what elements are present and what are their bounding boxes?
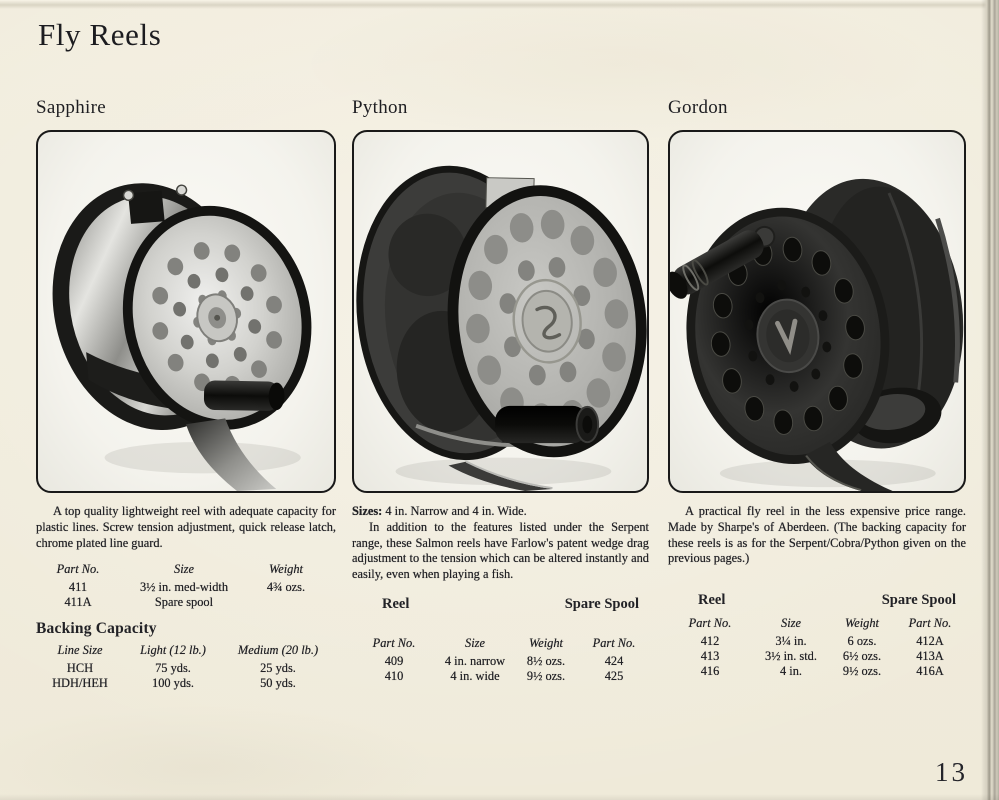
spec-cell: 409 <box>384 653 404 668</box>
col-header: Weight <box>845 616 879 630</box>
python-spec-table <box>352 636 650 684</box>
python-reel-photo <box>354 132 647 491</box>
col-header: Part No. <box>592 635 636 650</box>
spec-cell: 411 <box>68 580 88 595</box>
spec-cell: 412A <box>916 633 944 648</box>
col-header: Weight <box>269 562 303 577</box>
gordon-spec-table <box>668 616 966 679</box>
spec-cell: 416 <box>700 663 720 678</box>
page-number: 13 <box>935 757 968 787</box>
reel-group-header: Reel <box>382 595 410 612</box>
col-header: Light (12 lb.) <box>140 642 206 657</box>
gordon-description: A practical fly reel in the less expensive price range. Made by Sharpe's of Aberdeen. (The backing capacity for these reels is as for the Serpent/Cobra/Python given on the previous pages.) <box>668 504 966 566</box>
spec-cell: 4 in. wide <box>450 668 500 683</box>
spec-row <box>668 649 966 664</box>
sizes-label: Sizes: <box>352 504 383 518</box>
spare-spool-group-header: Spare Spool <box>881 592 956 608</box>
spec-cell: 50 yds. <box>260 675 296 690</box>
spec-cell: 412 <box>700 633 720 648</box>
python-details <box>352 504 649 683</box>
spec-cell: 410 <box>384 668 404 683</box>
spec-header-row <box>352 636 650 654</box>
python-section <box>352 97 649 683</box>
spec-cell: 75 yds. <box>155 660 191 675</box>
backing-row <box>36 661 334 676</box>
page-title: Fly Reels <box>38 17 162 52</box>
backing-row <box>36 676 334 691</box>
col-header: Size <box>465 635 485 650</box>
col-header: Line Size <box>57 642 103 657</box>
photo-frame-gordon <box>668 130 966 493</box>
col-header: Size <box>174 562 194 577</box>
gordon-group-headers <box>668 592 966 609</box>
spec-cell: HCH <box>66 660 94 675</box>
spec-cell <box>250 595 322 610</box>
sizes-value: 4 in. Narrow and 4 in. Wide. <box>385 504 527 518</box>
spec-cell: 416A <box>916 663 944 678</box>
spec-cell: 411A <box>64 595 92 609</box>
sapphire-section <box>36 97 336 690</box>
col-header: Part No. <box>56 562 100 577</box>
spec-cell: HDH/HEH <box>52 675 108 690</box>
photo-frame-python <box>352 130 649 493</box>
python-group-headers <box>352 596 649 613</box>
spec-cell: 413 <box>700 648 720 663</box>
sapphire-description: A top quality lightweight reel with adequate capacity for plastic lines. Screw tension adjustment, quick release latch, chrome plated line guard. <box>36 504 336 550</box>
spec-cell: 100 yds. <box>152 675 194 690</box>
spec-cell: 8½ ozs. <box>526 653 566 668</box>
gordon-details <box>668 504 966 679</box>
backing-header-row <box>36 643 334 661</box>
backing-capacity-heading: Backing Capacity <box>36 619 157 637</box>
spec-cell: 425 <box>604 668 624 683</box>
reel-group-header: Reel <box>698 592 726 608</box>
col-header: Size <box>781 616 801 630</box>
spec-row <box>38 595 322 610</box>
col-header: Part No. <box>908 616 952 630</box>
page-top-edge <box>0 0 999 9</box>
spec-header-row <box>668 616 966 634</box>
spec-cell: 4¾ ozs. <box>266 580 306 595</box>
sapphire-reel-photo <box>38 132 334 491</box>
col-header: Part No. <box>688 616 732 630</box>
sapphire-details <box>36 504 336 691</box>
spec-cell: 9½ ozs. <box>526 668 566 683</box>
spec-cell: 6 ozs. <box>847 633 877 648</box>
gordon-section <box>668 97 966 678</box>
spec-cell: 25 yds. <box>260 660 296 675</box>
spec-cell: Spare spool <box>154 595 214 609</box>
product-label-sapphire: Sapphire <box>36 97 106 118</box>
col-header: Weight <box>529 635 563 650</box>
spec-cell: 9½ ozs. <box>842 663 882 678</box>
page-bottom-edge <box>0 794 999 800</box>
spec-cell: 4 in. <box>779 663 803 678</box>
spec-header-row <box>38 562 322 580</box>
spec-cell: 3½ in. std. <box>765 648 817 663</box>
python-description: In addition to the features listed under the Serpent range, these Salmon reels have Farlow's patent wedge drag adjustment to the tension which can be altered instantly and easily, even when playing a fish. <box>352 519 649 581</box>
spec-row <box>38 580 322 595</box>
spare-spool-group-header: Spare Spool <box>564 595 639 612</box>
python-sizes-line <box>352 504 649 520</box>
spec-row <box>668 664 966 679</box>
backing-capacity-table <box>36 643 334 691</box>
spec-cell: 4 in. narrow <box>444 653 506 668</box>
spec-cell: 413A <box>916 648 944 663</box>
sapphire-spec-table <box>38 562 322 610</box>
gordon-reel-photo <box>670 132 964 491</box>
product-label-gordon: Gordon <box>668 97 728 118</box>
spec-cell: 3¼ in. <box>775 633 807 648</box>
col-header: Part No. <box>372 635 416 650</box>
spec-row <box>352 669 650 684</box>
spec-cell: 6½ ozs. <box>842 648 882 663</box>
col-header: Medium (20 lb.) <box>237 642 319 657</box>
spec-row <box>668 634 966 649</box>
spec-cell: 3½ in. med-width <box>139 580 229 595</box>
spec-cell: 424 <box>604 653 624 668</box>
spec-row <box>352 654 650 669</box>
page-right-edge <box>981 0 999 800</box>
photo-frame-sapphire <box>36 130 336 493</box>
product-label-python: Python <box>352 97 408 118</box>
